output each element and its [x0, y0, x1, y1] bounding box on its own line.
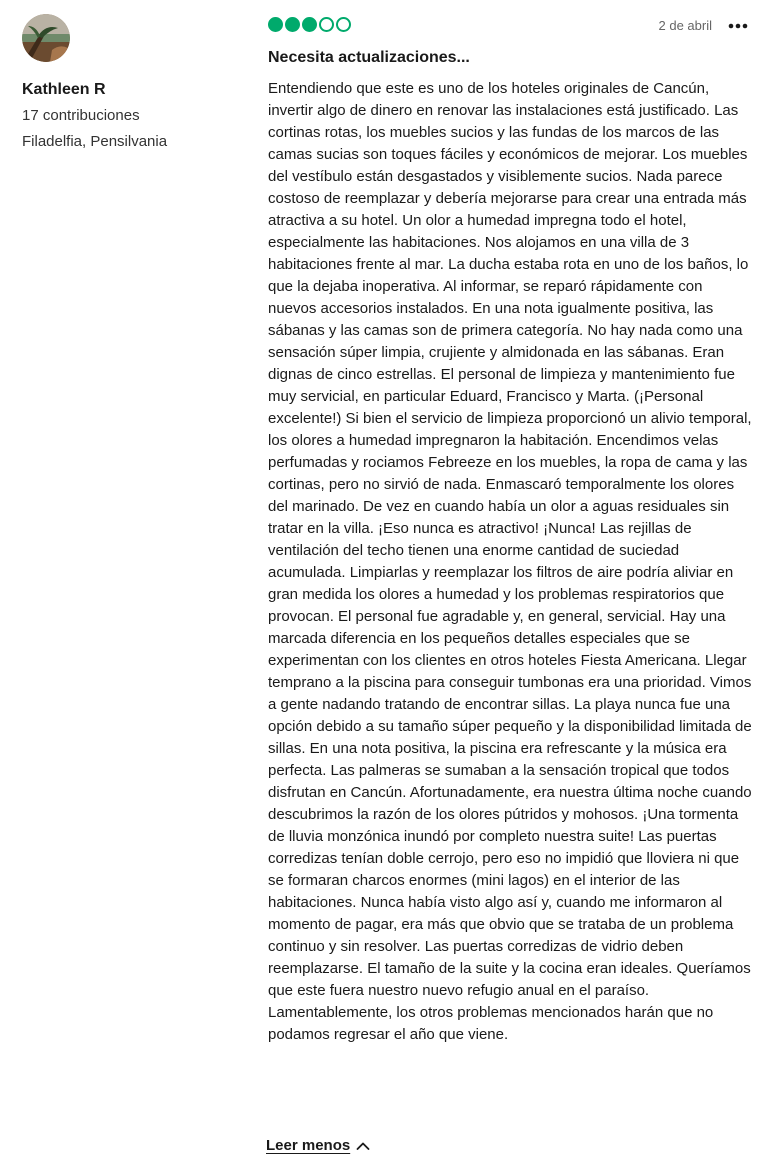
reviewer-contributions: 17 contribuciones — [22, 107, 140, 124]
read-less-label: Leer menos — [266, 1137, 351, 1154]
rating-bubble — [302, 17, 317, 32]
rating-bubble — [319, 17, 334, 32]
read-less-button[interactable] — [266, 1136, 370, 1156]
reviewer-profile — [22, 14, 242, 152]
avatar-photo — [22, 14, 70, 62]
chevron-up-icon — [356, 1141, 370, 1151]
rating-bubble — [285, 17, 300, 32]
more-options-button[interactable] — [726, 14, 750, 38]
rating-bubble — [268, 17, 283, 32]
rating-bubbles — [268, 17, 351, 32]
reviewer-location: Filadelfia, Pensilvania — [22, 133, 168, 150]
avatar[interactable] — [22, 14, 70, 62]
review-body: Entendiendo que este es uno de los hoteles originales de Cancún, invertir algo de dinero en renovar las instalaciones está justificado. Las cortinas rotas, los muebles sucios y las fundas de los marcos de las camas sucias son toques fáciles y económicos de mejorar. Los muebles del vestíbulo están desgastados y visiblemente sucios. Nada parece costoso de reemplazar y debería mejorarse para crear una entrada más atractiva a su hotel. Un olor a humedad impregna todo el hotel, especialmente las habitaciones. Nos alojamos en una villa de 3 habitaciones frente al mar. La ducha estaba rota en uno de los baños, lo que la dejaba inoperativa. Al informar, se reparó rápidamente con nuevos accesorios instalados. En una nota igualmente positiva, las sábanas y las camas son de primera categoría. No hay nada como una sensación súper limpia, crujiente y almidonada en las sábanas. Eran dignas de cinco estrellas. El personal de limpieza y mantenimiento fue muy servicial, en particular Eduard, Francisco y Marta. (¡Personal excelente!) Si bien el servicio de limpieza proporcionó un alivio temporal, los olores a humedad impregnaron la habitación. Encendimos velas perfumadas y rociamos Febreeze en los muebles, la ropa de cama y las cortinas, pero no sirvió de nada. Enmascaró temporalmente los olores del marinado. De vez en cuando había un olor a aguas residuales sin tratar en la villa. ¡Eso nunca es atractivo! ¡Nunca! Las rejillas de ventilación del techo tienen una enorme cantidad de suciedad acumulada. Limpiarlas y reemplazar los filtros de aire podría aliviar en gran medida los olores a humedad y los problemas respiratorios que provocan. El personal fue agradable y, en general, servicial. Hay una marcada diferencia en los pequeños detalles especiales que se experimentan con los clientes en otros hoteles Fiesta Americana. Llegar temprano a la piscina para conseguir tumbonas era una prioridad. Vimos a gente nadando tratando de encontrar sillas. La playa nunca fue una opción debido a su tamaño súper pequeño y la disponibilidad limitada de sillas. En una nota positiva, la piscina era refrescante y la música era perfecta. Las palmeras se sumaban a la sensación tropical que todos disfrutan en Cancún. Afortunadamente, era nuestra última noche cuando descubrimos la razón de los olores pútridos y mohosos. ¡Una tormenta de lluvia monzónica inundó por completo nuestra suite! Las puertas corredizas tenían doble cerrojo, pero eso no impidió que lloviera ni que se formaran charcos enormes (mini lagos) en el interior de las habitaciones. Nunca había visto algo así y, cuando me informaron al momento de pagar, era más que obvio que se trataba de un problema continuo y sin resolver. Las puertas corredizas de vidrio deben reemplazarse. El tamaño de la suite y la cocina eran ideales. Queríamos que este fuera nuestro nuevo refugio anual en el paraíso. Lamentablemente, los otros problemas mencionados harán que no podamos regresar el año que viene. — [268, 80, 752, 1043]
review-title[interactable]: Necesita actualizaciones... — [268, 49, 470, 66]
rating-bubble — [336, 17, 351, 32]
more-horizontal-icon — [728, 23, 748, 29]
review-date: 2 de abril — [658, 18, 712, 33]
reviewer-name[interactable]: Kathleen R — [22, 81, 106, 98]
